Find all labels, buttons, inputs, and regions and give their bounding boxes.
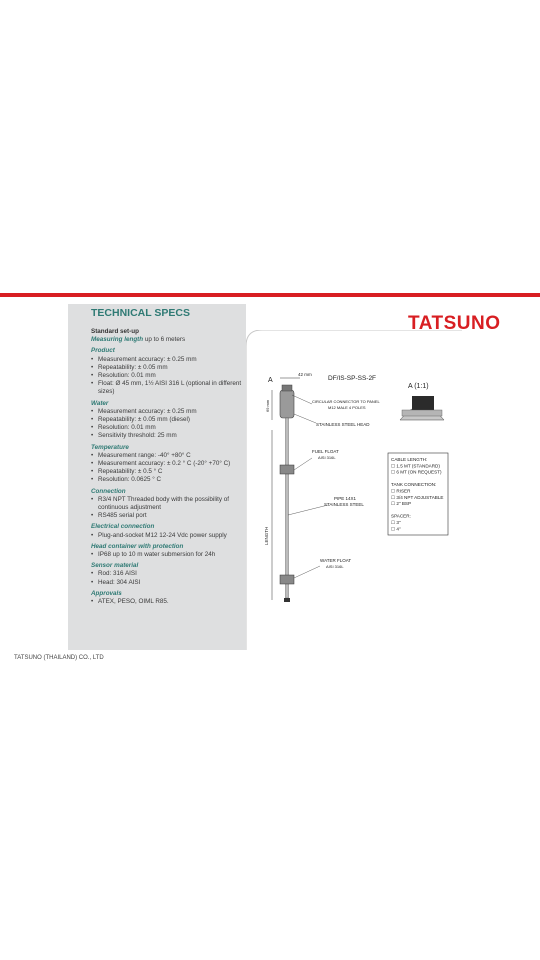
spec-section-title: Approvals [91,589,122,597]
water-float-label-1: WATER FLOAT [320,558,352,563]
detail-connector [412,396,434,410]
spec-section-title: Electrical connection [91,523,155,531]
spec-section-list [91,598,251,606]
rod-end [284,598,290,602]
spec-item: • Float: Ø 45 mm, 1½ AISI 316 L (optional in different sizes) [91,380,251,396]
spec-item: • Repeatability: ± 0.5 ° C [91,468,251,476]
sensor-rod [286,418,289,598]
spec-section-list [91,570,251,586]
spec-section-list [91,496,251,521]
spec-item: • R3/4 NPT Threaded body with the possibility of continuous adjustment [91,496,251,512]
head-label: STAINLESS STEEL HEAD [316,422,370,427]
dim-height: 69 mm [265,399,270,412]
option-line: CABLE LENGTH: [391,457,428,462]
spec-item: • IP68 up to 10 m water submersion for 24h [91,551,251,559]
spec-section-title: Water [91,399,109,407]
specs-list [91,328,251,606]
spec-item: • Resolution: 0.01 mm [91,372,251,380]
spec-item: • Measurement accuracy: ± 0.25 mm [91,356,251,364]
fuel-float-label-2: AISI 316L [318,455,336,460]
spec-item: • Plug-and-socket M12 12-24 Vdc power supply [91,532,251,540]
spec-item: • Repeatability: ± 0.05 mm [91,364,251,372]
dim-length: LENGTH [264,526,269,545]
option-line: ☐ 1.5 MT (STANDARD) [391,463,440,469]
dim-width: 42 mm [298,372,312,377]
option-line: TANK CONNECTION: [391,482,437,488]
spec-item: • Measurement accuracy: ± 0.2 ° C (-20° +70° C) [91,460,251,468]
detail-label: A (1:1) [408,383,429,390]
connector-body [282,385,292,391]
spec-item: • Measurement accuracy: ± 0.25 mm [91,408,251,416]
spec-item: • ATEX, PESO, OIML R85. [91,598,251,606]
fuel-float [280,465,294,474]
standard-setup: Standard set-up [91,328,139,335]
option-line: ☐ 3/4 NPT ADJUSTABLE [391,494,444,500]
water-float-label-2: AISI 316L [326,564,344,569]
fuel-float-label-1: FUEL FLOAT [312,449,339,454]
top-red-rule [0,293,540,297]
option-line: ☐ 4" [391,526,401,532]
company-footer: TATSUNO (THAILAND) CO., LTD [14,655,104,661]
spec-item: • Measurement range: -40° +80° C [91,452,251,460]
pipe-label-2: STAINLESS STEEL [324,502,364,507]
spec-section-list [91,532,251,540]
spec-section-list [91,452,251,485]
spec-section-title: Sensor material [91,562,139,570]
connector-label-1: CIRCULAR CONNECTOR TO PANEL [312,399,380,404]
option-line: ☐ 3" [391,520,401,525]
spec-item: • Head: 304 AISI [91,579,251,587]
option-line: SPACER: [391,513,411,519]
spec-item: • Rod: 316 AISI [91,570,251,578]
label-a: A [268,377,273,384]
model-number: DF/IS-SP-SS-2F [328,375,377,382]
spec-section-list [91,551,251,559]
tatsuno-logo: TATSUNO [408,313,501,334]
spec-section-title: Product [91,347,115,355]
spec-section-list [91,408,251,441]
spec-section-title: Connection [91,487,126,495]
spec-section-title: Head container with protection [91,542,184,550]
sensor-head [280,390,294,418]
spec-item: • Resolution: 0.0625 ° C [91,476,251,484]
option-line: ☐ RISER [391,488,411,494]
measuring-length: Measuring length up to 6 meters [91,336,186,344]
pipe-label-1: PIPE 14X1 [334,496,357,501]
spec-section-list [91,356,251,397]
option-line: ☐ 6 MT (ON REQUEST) [391,469,442,475]
spec-item: • Repeatability: ± 0.05 mm (diesel) [91,416,251,424]
specs-title: TECHNICAL SPECS [91,307,190,319]
spec-item: • Resolution: 0.01 mm [91,424,251,432]
spec-section-title: Temperature [91,443,129,451]
spec-item: • RS485 serial port [91,512,251,520]
connector-label-2: M12 MALE 4 POLES [328,405,366,410]
water-float [280,575,294,584]
technical-drawing [246,330,462,650]
spec-item: • Sensitivity threshold: 25 mm [91,432,251,440]
option-line: ☐ 2" BSP [391,501,412,507]
